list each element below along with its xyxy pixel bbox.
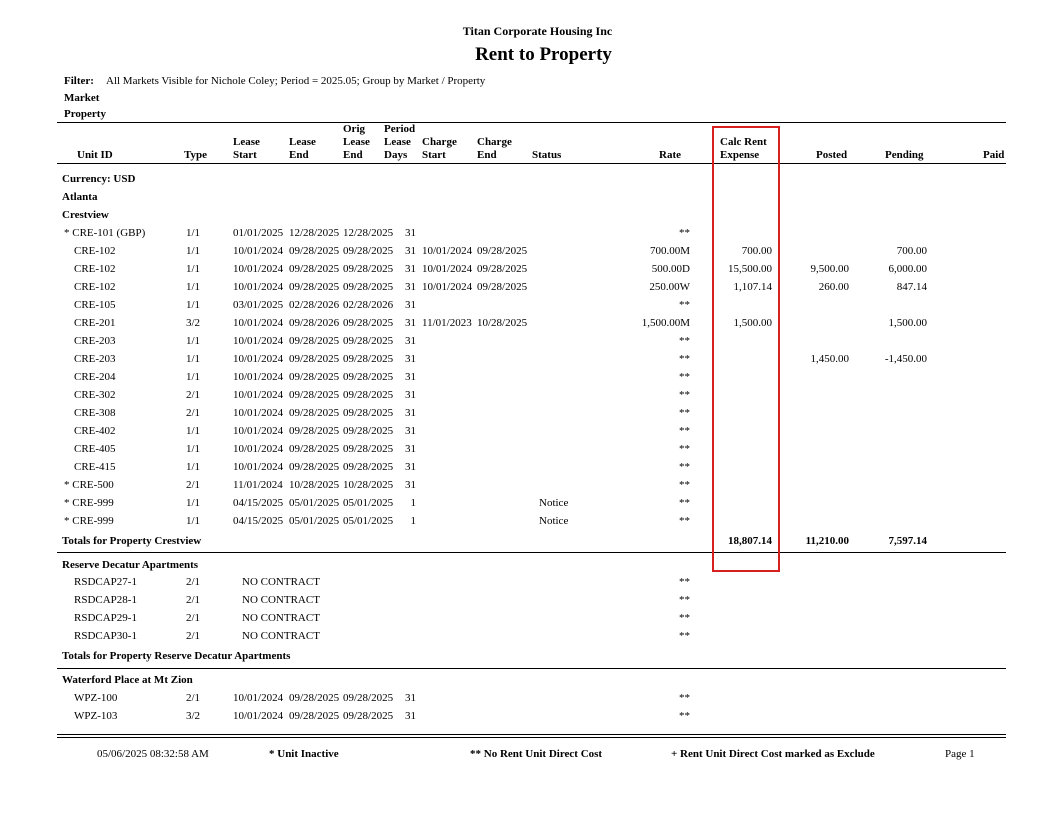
period-days-cell: 31 bbox=[405, 371, 416, 383]
lease-end-cell: 09/28/2026 bbox=[289, 317, 340, 329]
table-row bbox=[0, 425, 1050, 443]
status-cell: Notice bbox=[539, 497, 569, 509]
no-contract-cell: NO CONTRACT bbox=[242, 594, 320, 606]
unit-id-cell: CRE-102 bbox=[74, 245, 116, 257]
period-days-cell: 31 bbox=[405, 281, 416, 293]
lease-end-cell: 09/28/2025 bbox=[289, 461, 340, 473]
table-row bbox=[0, 535, 1050, 553]
lease-start-cell: 10/01/2024 bbox=[233, 443, 284, 455]
filter-value: All Markets Visible for Nichole Coley; Period = 2025.05; Group by Market / Property bbox=[106, 75, 486, 87]
col-type: Type bbox=[184, 149, 208, 161]
lease-end-cell: 09/28/2025 bbox=[289, 425, 340, 437]
table-row bbox=[0, 515, 1050, 533]
lease-end-cell: 05/01/2025 bbox=[289, 515, 340, 527]
rate-cell: ** bbox=[679, 425, 690, 437]
col-period-lease-days: Period Lease Days bbox=[384, 123, 416, 161]
period-days-cell: 31 bbox=[405, 353, 416, 365]
col-unit-id: Unit ID bbox=[77, 149, 113, 161]
totals-label: Totals for Property Crestview bbox=[62, 535, 202, 547]
total-posted: 11,210.00 bbox=[805, 535, 849, 547]
col-rate: Rate bbox=[659, 149, 681, 161]
lease-start-cell: 04/15/2025 bbox=[233, 497, 284, 509]
rate-cell: ** bbox=[679, 497, 690, 509]
type-cell: 1/1 bbox=[185, 461, 201, 473]
col-orig-lease-end: Orig Lease End bbox=[343, 123, 370, 161]
unit-id-cell: CRE-302 bbox=[74, 389, 116, 401]
table-row bbox=[0, 612, 1050, 630]
rate-cell: ** bbox=[679, 612, 690, 624]
type-cell: 3/2 bbox=[185, 710, 201, 722]
period-days-cell: 31 bbox=[405, 227, 416, 239]
lease-start-cell: 10/01/2024 bbox=[233, 263, 284, 275]
rate-cell: ** bbox=[679, 353, 690, 365]
group-market-label: Market bbox=[64, 92, 100, 104]
table-row bbox=[0, 299, 1050, 317]
rate-cell: ** bbox=[679, 461, 690, 473]
unit-id-cell: * CRE-999 bbox=[64, 497, 114, 509]
orig-lease-end-cell: 09/28/2025 bbox=[343, 443, 394, 455]
rate-cell: ** bbox=[679, 443, 690, 455]
currency-label: Currency: USD bbox=[62, 173, 136, 185]
orig-lease-end-cell: 05/01/2025 bbox=[343, 515, 394, 527]
no-contract-cell: NO CONTRACT bbox=[242, 630, 320, 642]
calc-rent-cell: 15,500.00 bbox=[728, 263, 772, 275]
period-days-cell: 31 bbox=[405, 443, 416, 455]
orig-lease-end-cell: 09/28/2025 bbox=[343, 710, 394, 722]
unit-id-cell: CRE-105 bbox=[74, 299, 116, 311]
lease-start-cell: 10/01/2024 bbox=[233, 425, 284, 437]
type-cell: 1/1 bbox=[185, 371, 201, 383]
col-charge-start: Charge Start bbox=[422, 136, 457, 161]
table-row bbox=[0, 479, 1050, 497]
unit-id-cell: RSDCAP30-1 bbox=[74, 630, 137, 642]
charge-end-cell: 10/28/2025 bbox=[477, 317, 528, 329]
orig-lease-end-cell: 09/28/2025 bbox=[343, 389, 394, 401]
group-property-label: Property bbox=[64, 108, 106, 120]
orig-lease-end-cell: 09/28/2025 bbox=[343, 425, 394, 437]
rate-cell: ** bbox=[679, 692, 690, 704]
type-cell: 2/1 bbox=[185, 389, 201, 401]
orig-lease-end-cell: 12/28/2025 bbox=[343, 227, 394, 239]
orig-lease-end-cell: 02/28/2026 bbox=[343, 299, 394, 311]
type-cell: 2/1 bbox=[185, 630, 201, 642]
table-row bbox=[0, 281, 1050, 299]
no-contract-cell: NO CONTRACT bbox=[242, 612, 320, 624]
col-pending: Pending bbox=[885, 149, 924, 161]
lease-end-cell: 09/28/2025 bbox=[289, 263, 340, 275]
type-cell: 1/1 bbox=[185, 263, 201, 275]
lease-end-cell: 09/28/2025 bbox=[289, 389, 340, 401]
charge-end-cell: 09/28/2025 bbox=[477, 245, 528, 257]
lease-start-cell: 10/01/2024 bbox=[233, 353, 284, 365]
type-cell: 2/1 bbox=[185, 594, 201, 606]
table-row bbox=[0, 594, 1050, 612]
market-name: Atlanta bbox=[62, 191, 98, 203]
table-row bbox=[0, 650, 1050, 668]
orig-lease-end-cell: 09/28/2025 bbox=[343, 245, 394, 257]
period-days-cell: 31 bbox=[405, 461, 416, 473]
lease-end-cell: 10/28/2025 bbox=[289, 479, 340, 491]
period-days-cell: 1 bbox=[410, 515, 416, 527]
rate-cell: 500.00D bbox=[651, 263, 690, 275]
rate-cell: ** bbox=[679, 335, 690, 347]
type-cell: 1/1 bbox=[185, 515, 201, 527]
table-row bbox=[0, 407, 1050, 425]
period-days-cell: 31 bbox=[405, 479, 416, 491]
rate-cell: ** bbox=[679, 299, 690, 311]
period-days-cell: 31 bbox=[405, 245, 416, 257]
lease-end-cell: 05/01/2025 bbox=[289, 497, 340, 509]
lease-start-cell: 10/01/2024 bbox=[233, 710, 284, 722]
col-calc-rent-expense: Calc Rent Expense bbox=[720, 136, 767, 161]
posted-cell: 260.00 bbox=[818, 281, 849, 293]
orig-lease-end-cell: 09/28/2025 bbox=[343, 281, 394, 293]
posted-cell: 9,500.00 bbox=[810, 263, 849, 275]
lease-end-cell: 09/28/2025 bbox=[289, 353, 340, 365]
period-days-cell: 31 bbox=[405, 389, 416, 401]
unit-id-cell: WPZ-100 bbox=[74, 692, 118, 704]
unit-id-cell: CRE-201 bbox=[74, 317, 116, 329]
footer-legend-exclude: + Rent Unit Direct Cost marked as Exclude bbox=[671, 748, 875, 760]
pending-cell: 700.00 bbox=[896, 245, 927, 257]
filter-label: Filter: bbox=[64, 75, 94, 87]
section-rule bbox=[57, 552, 1006, 553]
period-days-cell: 31 bbox=[405, 407, 416, 419]
period-days-cell: 31 bbox=[405, 263, 416, 275]
col-status: Status bbox=[532, 149, 562, 161]
type-cell: 2/1 bbox=[185, 692, 201, 704]
rate-cell: ** bbox=[679, 479, 690, 491]
type-cell: 1/1 bbox=[185, 335, 201, 347]
table-row bbox=[0, 245, 1050, 263]
lease-end-cell: 09/28/2025 bbox=[289, 443, 340, 455]
rate-cell: ** bbox=[679, 515, 690, 527]
unit-id-cell: * CRE-500 bbox=[64, 479, 114, 491]
charge-start-cell: 10/01/2024 bbox=[422, 281, 473, 293]
charge-end-cell: 09/28/2025 bbox=[477, 263, 528, 275]
lease-start-cell: 03/01/2025 bbox=[233, 299, 284, 311]
unit-id-cell: CRE-102 bbox=[74, 263, 116, 275]
rate-cell: 1,500.00M bbox=[641, 317, 690, 329]
unit-id-cell: CRE-402 bbox=[74, 425, 116, 437]
property-name: Waterford Place at Mt Zion bbox=[62, 674, 193, 686]
property-name: Crestview bbox=[62, 209, 109, 221]
footer-legend-no-rent: ** No Rent Unit Direct Cost bbox=[470, 748, 603, 760]
period-days-cell: 1 bbox=[410, 497, 416, 509]
orig-lease-end-cell: 09/28/2025 bbox=[343, 407, 394, 419]
lease-start-cell: 04/15/2025 bbox=[233, 515, 284, 527]
unit-id-cell: * CRE-101 (GBP) bbox=[64, 227, 146, 239]
company-name: Titan Corporate Housing Inc bbox=[462, 24, 613, 38]
rate-cell: ** bbox=[679, 371, 690, 383]
type-cell: 1/1 bbox=[185, 497, 201, 509]
type-cell: 1/1 bbox=[185, 227, 201, 239]
type-cell: 1/1 bbox=[185, 425, 201, 437]
calc-rent-highlight-box bbox=[712, 126, 780, 572]
unit-id-cell: WPZ-103 bbox=[74, 710, 118, 722]
table-row bbox=[0, 353, 1050, 371]
lease-end-cell: 09/28/2025 bbox=[289, 245, 340, 257]
lease-start-cell: 11/01/2024 bbox=[233, 479, 283, 491]
rate-cell: 250.00W bbox=[649, 281, 690, 293]
lease-start-cell: 10/01/2024 bbox=[233, 281, 284, 293]
totals-label: Totals for Property Reserve Decatur Apartments bbox=[62, 650, 291, 662]
type-cell: 1/1 bbox=[185, 443, 201, 455]
calc-rent-cell: 1,500.00 bbox=[733, 317, 772, 329]
lease-end-cell: 12/28/2025 bbox=[289, 227, 340, 239]
unit-id-cell: RSDCAP29-1 bbox=[74, 612, 137, 624]
rate-cell: ** bbox=[679, 407, 690, 419]
lease-end-cell: 09/28/2025 bbox=[289, 407, 340, 419]
col-paid: Paid bbox=[983, 149, 1005, 161]
lease-start-cell: 10/01/2024 bbox=[233, 335, 284, 347]
total-calc-rent: 18,807.14 bbox=[728, 535, 772, 547]
footer-rule-2 bbox=[57, 737, 1006, 738]
lease-start-cell: 10/01/2024 bbox=[233, 371, 284, 383]
lease-start-cell: 10/01/2024 bbox=[233, 245, 284, 257]
rate-cell: ** bbox=[679, 227, 690, 239]
table-row bbox=[0, 497, 1050, 515]
header-top-rule bbox=[57, 122, 1006, 123]
charge-end-cell: 09/28/2025 bbox=[477, 281, 528, 293]
table-row bbox=[0, 335, 1050, 353]
rate-cell: ** bbox=[679, 389, 690, 401]
rate-cell: 700.00M bbox=[649, 245, 690, 257]
pending-cell: 6,000.00 bbox=[888, 263, 927, 275]
lease-end-cell: 09/28/2025 bbox=[289, 371, 340, 383]
total-pending: 7,597.14 bbox=[888, 535, 927, 547]
lease-start-cell: 10/01/2024 bbox=[233, 389, 284, 401]
pending-cell: -1,450.00 bbox=[884, 353, 927, 365]
pending-cell: 1,500.00 bbox=[888, 317, 927, 329]
charge-start-cell: 11/01/2023 bbox=[422, 317, 472, 329]
footer-page-number: Page 1 bbox=[945, 748, 975, 760]
period-days-cell: 31 bbox=[405, 692, 416, 704]
unit-id-cell: RSDCAP27-1 bbox=[74, 576, 137, 588]
footer-legend-inactive: * Unit Inactive bbox=[269, 748, 339, 760]
type-cell: 2/1 bbox=[185, 407, 201, 419]
section-rule bbox=[57, 668, 1006, 669]
orig-lease-end-cell: 09/28/2025 bbox=[343, 692, 394, 704]
unit-id-cell: * CRE-999 bbox=[64, 515, 114, 527]
footer-rule-1 bbox=[57, 734, 1006, 735]
orig-lease-end-cell: 09/28/2025 bbox=[343, 335, 394, 347]
col-charge-end: Charge End bbox=[477, 136, 512, 161]
table-row bbox=[0, 576, 1050, 594]
orig-lease-end-cell: 09/28/2025 bbox=[343, 371, 394, 383]
calc-rent-cell: 1,107.14 bbox=[733, 281, 772, 293]
table-row bbox=[0, 371, 1050, 389]
period-days-cell: 31 bbox=[405, 317, 416, 329]
unit-id-cell: CRE-203 bbox=[74, 335, 116, 347]
orig-lease-end-cell: 05/01/2025 bbox=[343, 497, 394, 509]
period-days-cell: 31 bbox=[405, 710, 416, 722]
calc-rent-cell: 700.00 bbox=[741, 245, 772, 257]
lease-start-cell: 10/01/2024 bbox=[233, 692, 284, 704]
lease-end-cell: 02/28/2026 bbox=[289, 299, 340, 311]
table-row bbox=[0, 227, 1050, 245]
unit-id-cell: CRE-203 bbox=[74, 353, 116, 365]
type-cell: 1/1 bbox=[185, 299, 201, 311]
charge-start-cell: 10/01/2024 bbox=[422, 263, 473, 275]
header-bottom-rule bbox=[57, 163, 1006, 164]
type-cell: 2/1 bbox=[185, 576, 201, 588]
no-contract-cell: NO CONTRACT bbox=[242, 576, 320, 588]
lease-end-cell: 09/28/2025 bbox=[289, 335, 340, 347]
rate-cell: ** bbox=[679, 710, 690, 722]
orig-lease-end-cell: 09/28/2025 bbox=[343, 263, 394, 275]
type-cell: 2/1 bbox=[185, 479, 201, 491]
col-lease-end: Lease End bbox=[289, 136, 316, 161]
report-title: Rent to Property bbox=[475, 44, 612, 65]
period-days-cell: 31 bbox=[405, 299, 416, 311]
table-row bbox=[0, 630, 1050, 648]
charge-start-cell: 10/01/2024 bbox=[422, 245, 473, 257]
unit-id-cell: RSDCAP28-1 bbox=[74, 594, 137, 606]
type-cell: 3/2 bbox=[185, 317, 201, 329]
pending-cell: 847.14 bbox=[896, 281, 927, 293]
posted-cell: 1,450.00 bbox=[810, 353, 849, 365]
lease-end-cell: 09/28/2025 bbox=[289, 710, 340, 722]
type-cell: 1/1 bbox=[185, 281, 201, 293]
unit-id-cell: CRE-102 bbox=[74, 281, 116, 293]
unit-id-cell: CRE-405 bbox=[74, 443, 116, 455]
col-posted: Posted bbox=[816, 149, 848, 161]
lease-start-cell: 10/01/2024 bbox=[233, 461, 284, 473]
status-cell: Notice bbox=[539, 515, 569, 527]
period-days-cell: 31 bbox=[405, 335, 416, 347]
table-row bbox=[0, 692, 1050, 710]
lease-end-cell: 09/28/2025 bbox=[289, 692, 340, 704]
lease-start-cell: 01/01/2025 bbox=[233, 227, 284, 239]
unit-id-cell: CRE-308 bbox=[74, 407, 116, 419]
table-row bbox=[0, 443, 1050, 461]
table-row bbox=[0, 263, 1050, 281]
table-row bbox=[0, 461, 1050, 479]
unit-id-cell: CRE-415 bbox=[74, 461, 116, 473]
orig-lease-end-cell: 09/28/2025 bbox=[343, 353, 394, 365]
orig-lease-end-cell: 09/28/2025 bbox=[343, 317, 394, 329]
orig-lease-end-cell: 09/28/2025 bbox=[343, 461, 394, 473]
type-cell: 2/1 bbox=[185, 612, 201, 624]
property-name: Reserve Decatur Apartments bbox=[62, 559, 199, 571]
unit-id-cell: CRE-204 bbox=[74, 371, 116, 383]
orig-lease-end-cell: 10/28/2025 bbox=[343, 479, 394, 491]
rate-cell: ** bbox=[679, 630, 690, 642]
table-row bbox=[0, 710, 1050, 728]
lease-start-cell: 10/01/2024 bbox=[233, 317, 284, 329]
lease-start-cell: 10/01/2024 bbox=[233, 407, 284, 419]
col-lease-start: Lease Start bbox=[233, 136, 260, 161]
footer-timestamp: 05/06/2025 08:32:58 AM bbox=[97, 748, 209, 760]
table-row bbox=[0, 317, 1050, 335]
lease-end-cell: 09/28/2025 bbox=[289, 281, 340, 293]
rate-cell: ** bbox=[679, 594, 690, 606]
rate-cell: ** bbox=[679, 576, 690, 588]
table-row bbox=[0, 389, 1050, 407]
type-cell: 1/1 bbox=[185, 245, 201, 257]
type-cell: 1/1 bbox=[185, 353, 201, 365]
period-days-cell: 31 bbox=[405, 425, 416, 437]
